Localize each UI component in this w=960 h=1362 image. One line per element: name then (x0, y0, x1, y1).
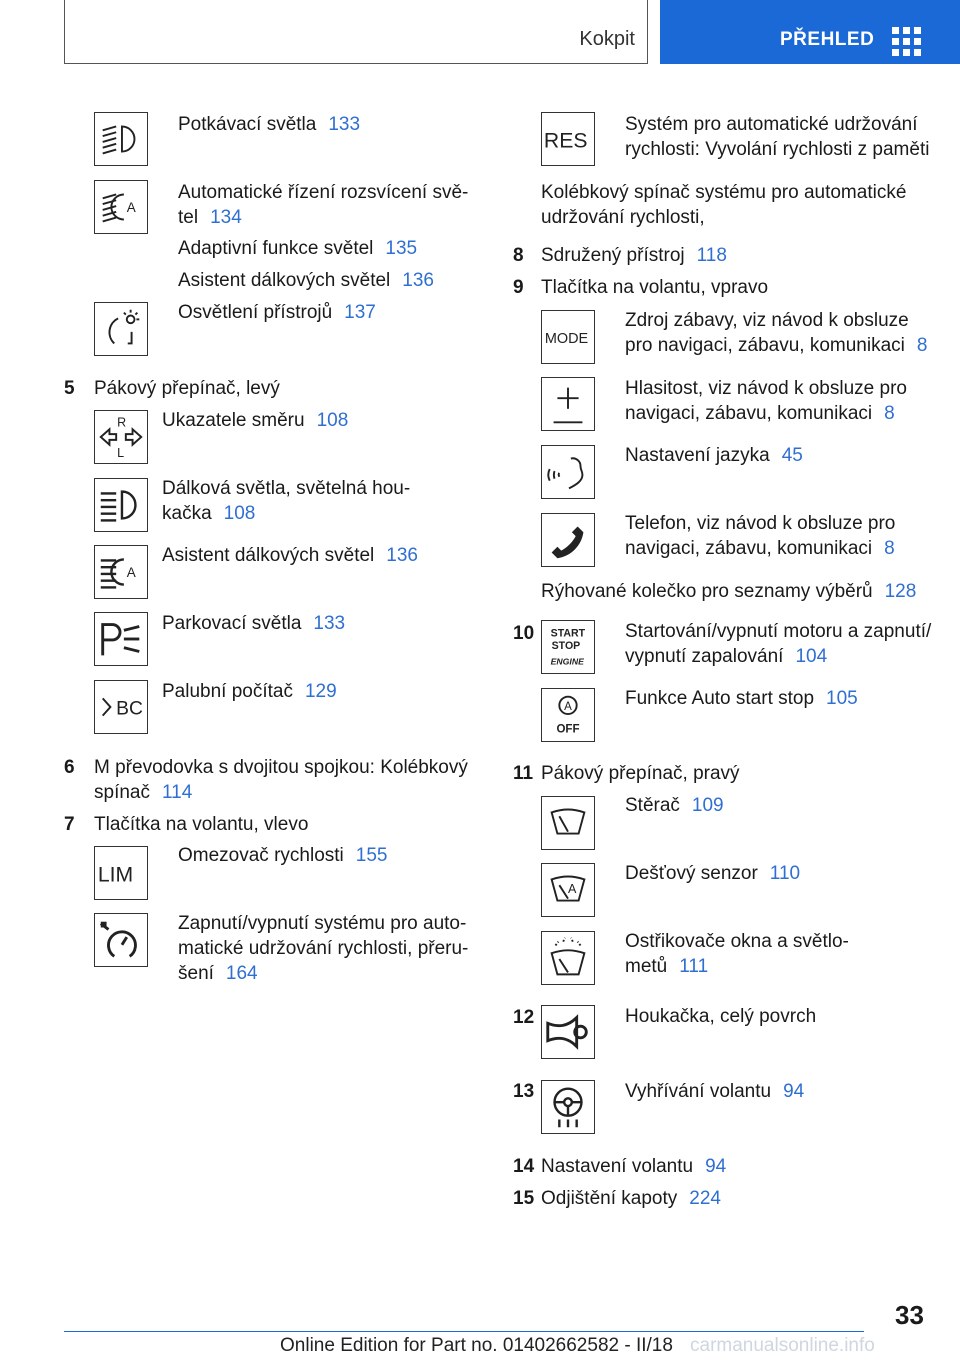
item-speed-limiter: Omezovač rychlosti 155 (178, 845, 388, 866)
volume-icon (541, 377, 595, 431)
item-horn: Houkačka, celý povrch (625, 1006, 817, 1027)
page-ref-link[interactable]: 136 (386, 545, 418, 566)
page-ref-link[interactable]: 8 (884, 538, 895, 559)
page-ref-link[interactable]: 109 (691, 795, 724, 816)
page-ref-link[interactable]: 133 (328, 114, 361, 135)
item-cruise-control: Zapnutí/vypnutí systému pro auto- matické udržování rychlosti, přeru- šení 164 (178, 913, 469, 984)
speed-limiter-icon (94, 846, 148, 900)
chapter-title: PŘEHLED (780, 29, 875, 50)
page-ref-link[interactable]: 135 (385, 238, 418, 259)
page-ref-link[interactable]: 111 (679, 956, 709, 977)
edition-note: Online Edition for Part no. 01402662582 - II/18 (280, 1335, 673, 1356)
item-instrument-cluster: Sdružený přístroj 118 (541, 245, 727, 266)
high-beam-assist-icon (94, 545, 148, 599)
item-number: 7 (64, 814, 75, 835)
page-ref-link[interactable]: 110 (769, 863, 801, 884)
item-left-wheel-buttons: Tlačítka na volantu, vlevo (94, 814, 309, 835)
item-high-beam: Dálková světla, světelná hou- kačka 108 (162, 478, 411, 524)
item-washers: Ostřikovače okna a světlo- metů 111 (625, 931, 849, 977)
item-telephone: Telefon, viz návod k obsluze pro navigaci, zábavu, komunikaci 8 (625, 513, 896, 559)
svg-text:A: A (126, 564, 136, 580)
wiper-icon (541, 796, 595, 850)
chapter-tab[interactable] (660, 0, 960, 64)
item-on-board-computer: Palubní počítač 129 (162, 681, 337, 702)
page-ref-link[interactable]: 108 (316, 410, 349, 431)
svg-text:RES: RES (543, 129, 588, 153)
footer-divider (64, 1331, 864, 1332)
item-steering-adjustment: Nastavení volantu 94 (541, 1156, 727, 1177)
item-auto-start-stop: Funkce Auto start stop 105 (625, 688, 858, 709)
svg-text:START: START (550, 627, 586, 640)
item-knurled-wheel: Rýhované kolečko pro seznamy výběrů 128 (541, 581, 917, 602)
page-ref-link[interactable]: 8 (916, 335, 928, 356)
on-board-computer-icon (94, 680, 148, 734)
item-resume-speed: Systém pro automatické udržování rychlosti: Vyvolání rychlosti z paměti (625, 114, 930, 160)
mode-button-icon (541, 310, 595, 364)
item-number: 15 (513, 1188, 535, 1209)
item-steering-wheel-heating: Vyhřívání volantu 94 (625, 1081, 805, 1102)
page-ref-link[interactable]: 128 (884, 581, 917, 602)
page-ref-link[interactable]: 134 (210, 207, 242, 228)
washer-icon (541, 931, 595, 985)
item-turn-signals: Ukazatele směru 108 (162, 410, 349, 431)
page-ref-link[interactable]: 164 (225, 963, 258, 984)
item-cruise-rocker: Kolébkový spínač systému pro automatické udržování rychlosti, (541, 182, 907, 228)
svg-text:R: R (117, 415, 127, 430)
page-ref-link[interactable]: 105 (826, 688, 858, 709)
res-button-icon (541, 112, 595, 166)
item-number: 6 (64, 757, 75, 778)
item-adaptive-light: Adaptivní funkce světel 135 (178, 238, 418, 259)
item-number: 5 (64, 378, 75, 399)
item-engine-start-stop: Startování/vypnutí motoru a zapnutí/ vypnutí zapalování 104 (625, 621, 932, 667)
item-number: 14 (513, 1156, 535, 1177)
page-ref-link[interactable]: 224 (689, 1188, 721, 1209)
item-volume: Hlasitost, viz návod k obsluze pro navigaci, zábavu, komunikaci 8 (625, 378, 907, 424)
item-high-beam-assist: Asistent dálkových světel 136 (178, 270, 434, 291)
item-language-setting: Nastavení jazyka 45 (625, 445, 803, 466)
phone-icon (541, 513, 595, 567)
page-ref-link[interactable]: 8 (884, 403, 895, 424)
item-entertainment-source: Zdroj zábavy, viz návod k obsluze pro navigaci, zábavu, komunikaci 8 (625, 310, 928, 356)
item-number: 8 (513, 245, 524, 266)
item-parking-lights: Parkovací světla 133 (162, 613, 346, 634)
turn-signal-icon (94, 410, 148, 464)
cruise-control-icon (94, 913, 148, 967)
item-wiper: Stěrač 109 (625, 795, 724, 816)
item-high-beam-assist-2: Asistent dálkových světel 136 (162, 545, 418, 566)
page-number: 33 (895, 1300, 924, 1330)
horn-icon (541, 1005, 595, 1059)
section-title: Kokpit (579, 28, 635, 50)
voice-control-icon (541, 445, 595, 499)
item-auto-headlight: Automatické řízení rozsvícení svě- tel 134 (178, 182, 469, 228)
page-ref-link[interactable]: 94 (705, 1156, 727, 1177)
page-ref-link[interactable]: 114 (161, 782, 193, 803)
svg-text:BC: BC (116, 698, 143, 720)
auto-headlight-icon (94, 180, 148, 234)
page-ref-link[interactable]: 129 (304, 681, 337, 702)
page-ref-link[interactable]: 137 (344, 302, 376, 323)
item-rain-sensor: Dešťový senzor 110 (625, 863, 801, 884)
rain-sensor-icon (541, 863, 595, 917)
grid-menu-icon[interactable] (892, 27, 922, 57)
watermark: carmanualsonline.info (690, 1335, 875, 1356)
page-ref-link[interactable]: 94 (783, 1081, 805, 1102)
svg-text:A: A (568, 881, 577, 896)
item-right-wheel-buttons: Tlačítka na volantu, vpravo (541, 277, 769, 298)
svg-text:ENGINE: ENGINE (550, 656, 584, 667)
item-number: 10 (513, 623, 535, 644)
item-number: 12 (513, 1007, 535, 1028)
header-section-box (64, 0, 648, 64)
svg-text:OFF: OFF (556, 723, 580, 736)
svg-text:STOP: STOP (551, 639, 581, 652)
item-number: 9 (513, 277, 524, 298)
svg-text:A: A (126, 199, 136, 215)
svg-text:MODE: MODE (544, 330, 589, 347)
low-beam-icon (94, 112, 148, 166)
high-beam-icon (94, 478, 148, 532)
item-number: 11 (513, 763, 534, 784)
item-number: 13 (513, 1081, 535, 1102)
auto-start-stop-icon (541, 688, 595, 742)
svg-text:L: L (117, 446, 125, 461)
start-stop-button-icon (541, 620, 595, 674)
svg-text:A: A (564, 701, 572, 714)
steering-wheel-heating-icon (541, 1080, 595, 1134)
page-ref-link[interactable]: 133 (313, 613, 346, 634)
item-left-lever: Pákový přepínač, levý (94, 378, 280, 399)
instrument-lighting-icon (94, 302, 148, 356)
item-low-beam: Potkávací světla 133 (178, 114, 361, 135)
item-hood-release: Odjištění kapoty 224 (541, 1188, 721, 1209)
page-ref-link[interactable]: 108 (223, 503, 256, 524)
item-instrument-lighting: Osvětlení přístrojů 137 (178, 302, 376, 323)
page-ref-link[interactable]: 155 (355, 845, 388, 866)
page-ref-link[interactable]: 104 (795, 646, 828, 667)
parking-light-icon (94, 612, 148, 666)
item-right-lever: Pákový přepínač, pravý (541, 763, 740, 784)
page-ref-link[interactable]: 118 (696, 245, 727, 266)
svg-text:LIM: LIM (97, 863, 134, 887)
page-ref-link[interactable]: 45 (781, 445, 803, 466)
item-m-dct-rocker: M převodovka s dvojitou spojkou: Kolébkový spínač 114 (94, 757, 468, 803)
page-ref-link[interactable]: 136 (402, 270, 434, 291)
